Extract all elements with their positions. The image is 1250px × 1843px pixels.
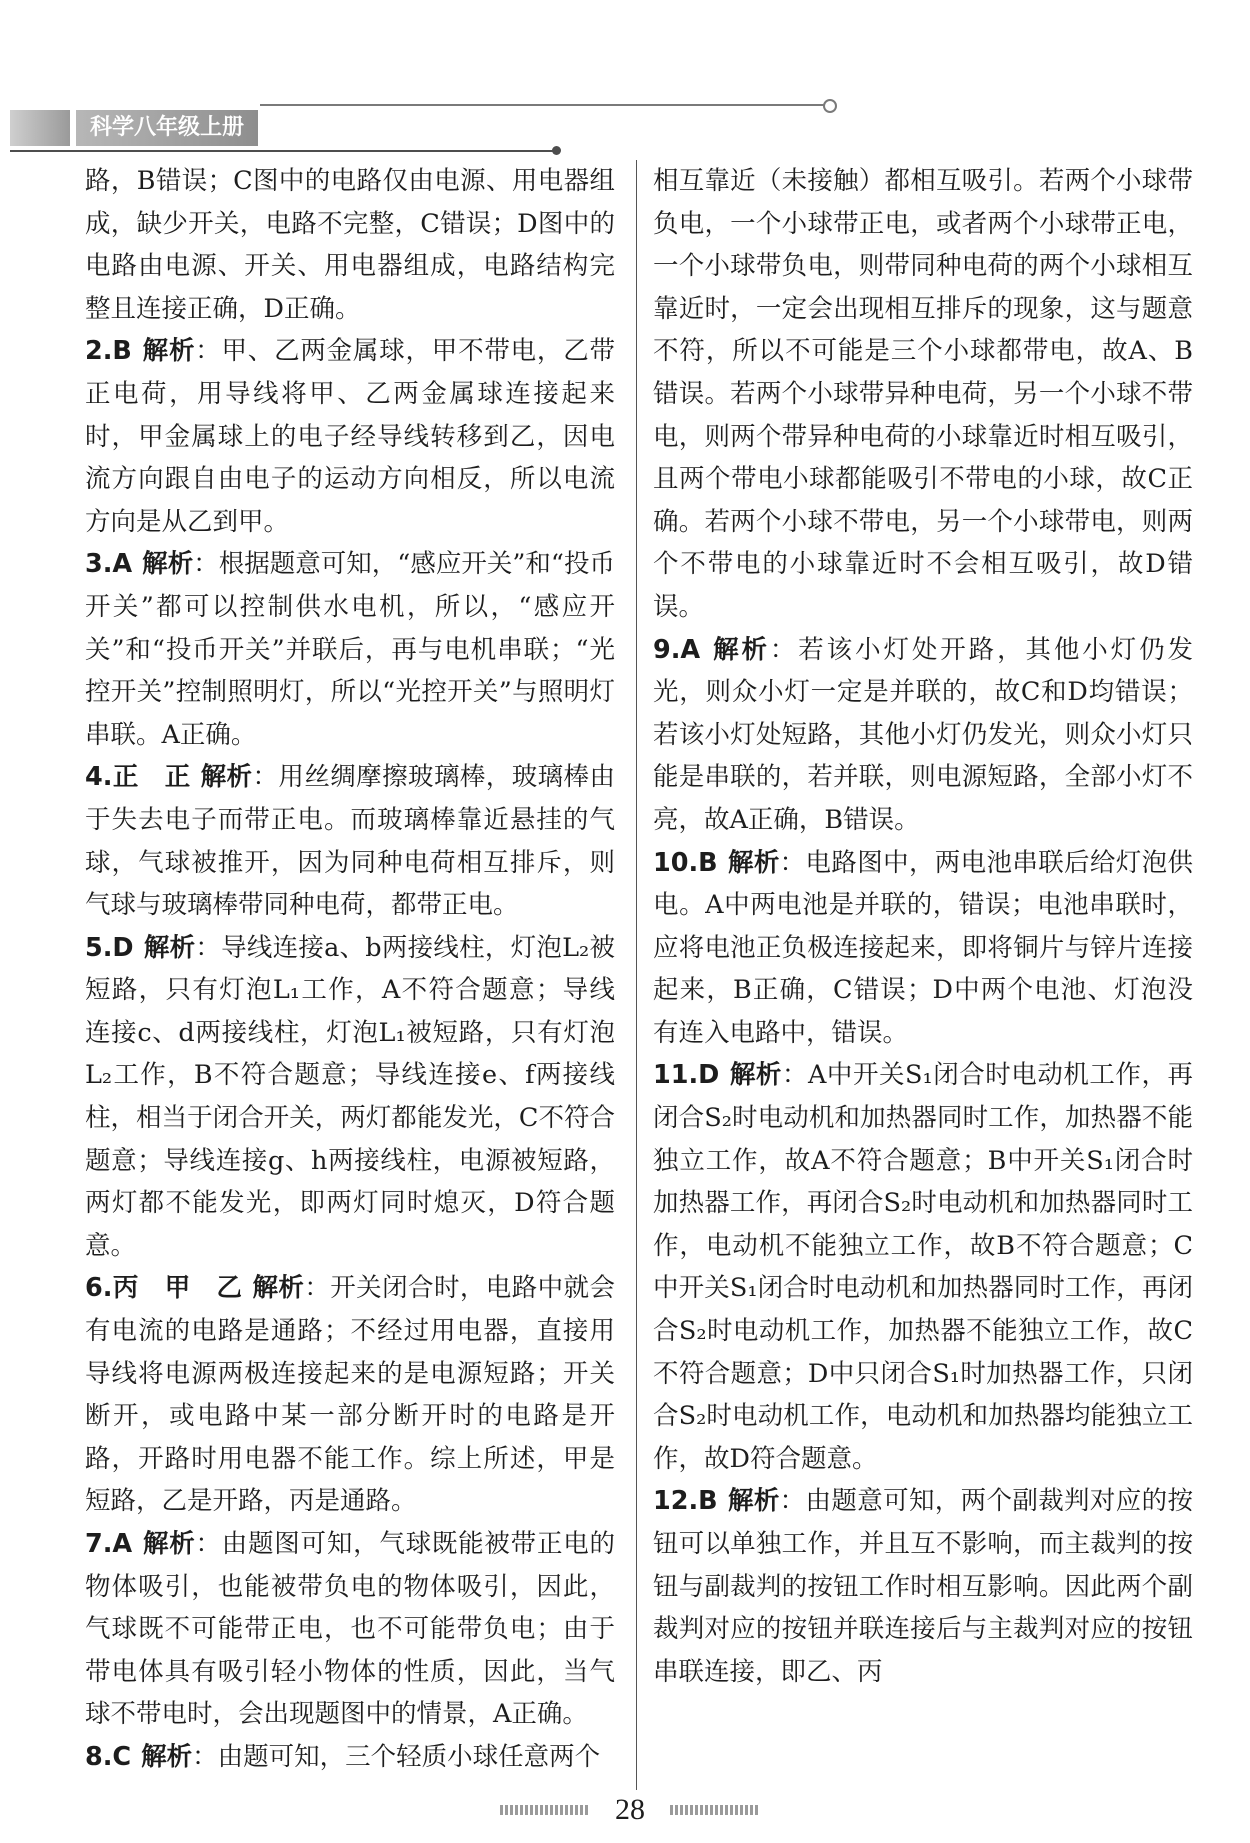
answer-item	[653, 1480, 1193, 1693]
header-rule-dot	[823, 99, 837, 113]
running-header	[10, 110, 510, 148]
page-footer	[0, 1790, 1250, 1830]
header-title: 科学八年级上册	[76, 110, 258, 146]
analysis-label: 解析	[727, 1486, 780, 1517]
answer-number: 9.A	[653, 634, 701, 665]
analysis-label: 解析	[727, 847, 780, 878]
answer-text: ：由题可知，三个轻质小球任意两个	[192, 1741, 601, 1772]
header-rule-end-dot	[552, 146, 561, 155]
answer-item	[85, 927, 615, 1268]
answer-item	[85, 756, 615, 926]
answer-number: 5.D	[85, 932, 134, 963]
answer-item	[85, 330, 615, 543]
analysis-label: 解析	[141, 336, 196, 367]
answer-number: 2.B	[85, 336, 132, 367]
analysis-label: 解析	[200, 762, 253, 793]
footer-decor-right	[670, 1805, 760, 1815]
page-number: 28	[615, 1793, 645, 1826]
analysis-label: 解析	[142, 549, 194, 580]
answer-item	[653, 160, 1193, 629]
header-rule-top	[260, 104, 825, 106]
answer-number: 10.B	[653, 847, 718, 878]
answer-text: ：导线连接a、b两接线柱，灯泡L₂被短路，只有灯泡L₁工作，A不符合题意；导线连接c、d两接线柱，灯泡L₁被短路，只有灯泡L₂工作，B不符合题意；导线连接e、f两接线柱，相当于闭合开关，两灯都能发光，C不符合题意；导线连接g、h两接线柱，电源被短路，两灯都不能发光，即两灯同时熄灭，D符合题意。	[85, 932, 615, 1261]
answer-item	[653, 629, 1193, 842]
analysis-label: 解析	[710, 634, 770, 665]
answer-text: 路，B错误；C图中的电路仅由电源、用电器组成，缺少开关，电路不完整，C错误；D图中的电路由电源、开关、用电器组成，电路结构完整且连接正确，D正确。	[85, 166, 615, 324]
answer-text: 相互靠近（未接触）都相互吸引。若两个小球带负电，一个小球带正电，或者两个小球带正电，一个小球带负电，则带同种电荷的两个小球相互靠近时，一定会出现相互排斥的现象，这与题意不符，所以不可能是三个小球都带电，故A、B错误。若两个小球带异种电荷，另一个小球不带电，则两个带异种电荷的小球靠近时相互吸引，且两个带电小球都能吸引不带电的小球，故C正确。若两个小球不带电，另一个小球带电，则两个不带电的小球靠近时不会相互吸引，故D错误。	[653, 166, 1193, 622]
answer-text: ：甲、乙两金属球，甲不带电，乙带正电荷，用导线将甲、乙两金属球连接起来时，甲金属球上的电子经导线转移到乙，因电流方向跟自由电子的运动方向相反，所以电流方向是从乙到甲。	[85, 336, 615, 537]
left-column	[85, 160, 615, 1779]
analysis-label: 解析	[141, 1741, 193, 1772]
answer-number: 4.正 正	[85, 762, 191, 793]
answer-text: ：若该小灯处开路，其他小灯仍发光，则众小灯一定是并联的，故C和D均错误；若该小灯处短路，其他小灯仍发光，则众小灯只能是串联的，若并联，则电源短路，全部小灯不亮，故A正确，B错误。	[653, 634, 1193, 835]
answer-item	[85, 160, 615, 330]
analysis-label: 解析	[143, 932, 196, 963]
answer-item	[653, 1054, 1193, 1480]
answer-number: 7.A	[85, 1529, 133, 1559]
answer-number: 11.D	[653, 1060, 720, 1091]
answer-text: ：A中开关S₁闭合时电动机工作，再闭合S₂时电动机和加热器同时工作，加热器不能独立工作，故A不符合题意；B中开关S₁闭合时加热器工作，再闭合S₂时电动机和加热器同时工作，电动机不能独立工作，故B不符合题意；C中开关S₁闭合时电动机和加热器同时工作，再闭合S₂时电动机工作，加热器不能独立工作，故C不符合题意；D中只闭合S₁时加热器工作，只闭合S₂时电动机工作，电动机和加热器均能独立工作，故D符合题意。	[653, 1060, 1193, 1474]
column-divider	[636, 160, 637, 1790]
answer-number: 3.A	[85, 549, 133, 580]
analysis-label: 解析	[729, 1060, 782, 1091]
header-decor-bar	[10, 110, 70, 146]
header-rule-bottom	[10, 150, 555, 152]
analysis-label: 解析	[142, 1529, 196, 1559]
answer-text: ：开关闭合时，电路中就会有电流的电路是通路；不经过用电器，直接用导线将电源两极连接起来的是电源短路；开关断开，或电路中某一部分断开时的电路是开路，开路时用电器不能工作。综上所述，甲是短路，乙是开路，丙是通路。	[85, 1273, 615, 1517]
analysis-label: 解析	[252, 1273, 305, 1304]
answer-text: ：根据题意可知，“感应开关”和“投币开关”都可以控制供水电机，所以，“感应开关”和“投币开关”并联后，再与电机串联；“光控开关”控制照明灯，所以“光控开关”与照明灯串联。A正确。	[85, 549, 615, 750]
answer-item	[85, 1523, 615, 1736]
answer-text: ：电路图中，两电池串联后给灯泡供电。A中两电池是并联的，错误；电池串联时，应将电池正负极连接起来，即将铜片与锌片连接起来，B正确，C错误；D中两个电池、灯泡没有连入电路中，错误。	[653, 847, 1193, 1048]
answer-item	[653, 842, 1193, 1055]
answer-number: 12.B	[653, 1486, 718, 1517]
answer-number: 6.丙 甲 乙	[85, 1273, 243, 1304]
answer-text: ：由题意可知，两个副裁判对应的按钮可以单独工作，并且互不影响，而主裁判的按钮与副裁判的按钮工作时相互影响。因此两个副裁判对应的按钮并联连接后与主裁判对应的按钮串联连接，即乙、丙	[653, 1486, 1193, 1687]
answer-item	[85, 543, 615, 756]
answer-text: ：由题图可知，气球既能被带正电的物体吸引，也能被带负电的物体吸引，因此，气球既不可能带正电，也不可能带负电；由于带电体具有吸引轻小物体的性质，因此，当气球不带电时，会出现题图中的情景，A正确。	[85, 1529, 615, 1730]
answer-item	[85, 1736, 615, 1779]
answer-text: ：用丝绸摩擦玻璃棒，玻璃棒由于失去电子而带正电。而玻璃棒靠近悬挂的气球，气球被推开，因为同种电荷相互排斥，则气球与玻璃棒带同种电荷，都带正电。	[85, 762, 615, 921]
right-column	[653, 160, 1193, 1693]
footer-decor-left	[500, 1805, 590, 1815]
answer-item	[85, 1267, 615, 1523]
answer-number: 8.C	[85, 1741, 132, 1772]
